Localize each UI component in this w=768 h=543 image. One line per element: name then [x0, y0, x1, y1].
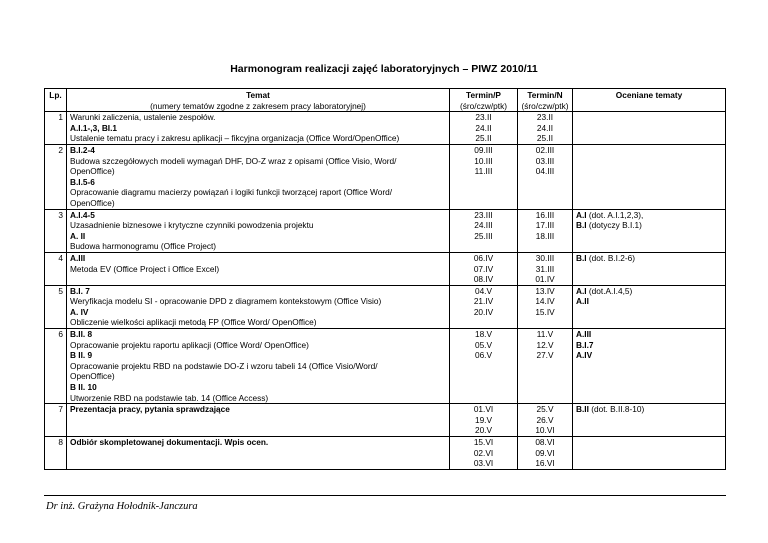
row-oceniane	[573, 252, 726, 285]
row-oceniane	[573, 112, 726, 145]
header-termin-n-sub: (śro/czw/ptk)	[521, 100, 569, 111]
table-row	[45, 252, 726, 285]
graded-topic-code: A.I	[576, 209, 587, 220]
date-value: 02.VI	[473, 447, 494, 458]
graded-topic	[576, 253, 722, 264]
row-number: 8	[45, 437, 67, 470]
topic-line: OpenOffice)	[70, 371, 115, 382]
date-value: 25.III	[474, 230, 493, 241]
row-topic	[67, 112, 450, 145]
document-title: Harmonogram realizacji zajęć laboratoryjnych – PIWZ 2010/11	[230, 63, 538, 75]
table-row	[45, 112, 726, 145]
header-oceniane: Oceniane tematy	[573, 89, 726, 112]
footer-divider	[44, 495, 726, 496]
topic-line: Opracowanie diagramu macierzy powiązań i logiki funkcji tworzącej raport (Office Word/	[70, 187, 393, 198]
date-value: 16.VI	[535, 458, 555, 469]
graded-topic	[576, 210, 722, 221]
topic-line: Opracowanie projektu raportu aplikacji (Office Word/ OpenOffice)	[70, 339, 309, 350]
date-value: 13.IV	[535, 285, 555, 296]
date-value: 25.V	[536, 404, 554, 415]
date-value: 01.IV	[535, 274, 555, 285]
graded-topic-code: B.I.7	[576, 339, 594, 350]
date-value: 27.V	[536, 350, 554, 361]
table-row	[45, 209, 726, 252]
date-value: 17.III	[535, 220, 555, 231]
date-value: 06.IV	[473, 252, 494, 263]
date-value: 07.IV	[473, 263, 494, 274]
topic-line: Warunki zaliczenia, ustalenie zespołów.	[70, 112, 216, 123]
row-termin-p	[450, 329, 518, 404]
row-termin-p	[450, 209, 518, 252]
table-header-row	[45, 89, 726, 112]
date-value: 23.III	[474, 209, 493, 220]
footer-author: Dr inż. Grażyna Hołodnik-Janczura	[46, 501, 198, 512]
graded-topic	[576, 350, 722, 361]
row-number: 7	[45, 404, 67, 437]
row-topic	[67, 209, 450, 252]
date-value: 23.II	[536, 112, 554, 123]
topic-line: B.I.5-6	[70, 176, 95, 187]
graded-topic-code: B.I	[576, 220, 587, 231]
schedule-table	[44, 88, 726, 470]
topic-line: Weryfikacja modelu SI - opracowanie DPD z diagramem kontekstowym (Office Visio)	[70, 296, 382, 307]
date-value: 14.IV	[535, 296, 555, 307]
row-termin-n	[518, 437, 573, 470]
header-termin-n: Termin/N (śro/czw/ptk)	[518, 89, 573, 112]
topic-line: Budowa harmonogramu (Office Project)	[70, 241, 217, 252]
header-termin-p-sub: (śro/czw/ptk)	[459, 100, 508, 111]
topic-line: Uzasadnienie biznesowe i krytyczne czynniki powodzenia projektu	[70, 220, 314, 231]
topic-line: B.I.2-4	[70, 144, 95, 155]
date-value: 23.II	[475, 112, 492, 123]
date-value: 04.V	[474, 285, 493, 296]
date-value: 30.III	[535, 252, 555, 263]
date-value: 20.V	[474, 425, 493, 436]
topic-line: Prezentacja pracy, pytania sprawdzające	[70, 404, 230, 415]
row-number: 5	[45, 285, 67, 328]
graded-topic-note: (dot. A.I.1,2,3),	[586, 209, 644, 220]
row-oceniane	[573, 437, 726, 470]
topic-line: A. II	[70, 230, 86, 241]
topic-line: A.I.4-5	[70, 209, 95, 220]
row-number: 3	[45, 209, 67, 252]
date-value: 15.IV	[535, 306, 555, 317]
date-value: 04.III	[535, 166, 555, 177]
graded-topic	[576, 296, 722, 307]
graded-topic-note: (dot. B.I.2-6)	[586, 252, 636, 263]
topic-line: B II. 9	[70, 350, 93, 361]
table-row	[45, 437, 726, 470]
row-termin-n	[518, 329, 573, 404]
row-termin-p	[450, 144, 518, 209]
date-value: 20.IV	[473, 306, 494, 317]
header-lp: Lp.	[45, 89, 67, 112]
row-termin-n	[518, 112, 573, 145]
graded-topic-note: (dot.A.I.4,5)	[586, 285, 633, 296]
graded-topic	[576, 329, 722, 340]
date-value: 24.II	[475, 122, 492, 133]
date-value: 11.III	[474, 166, 493, 177]
row-oceniane	[573, 209, 726, 252]
topic-line: B II. 10	[70, 382, 97, 393]
row-termin-n	[518, 252, 573, 285]
date-value: 10.VI	[535, 425, 555, 436]
topic-line: A. IV	[70, 306, 89, 317]
header-temat: Temat (numery tematów zgodne z zakresem pracy laboratoryjnej)	[67, 89, 450, 112]
date-value: 24.III	[474, 220, 493, 231]
table-row	[45, 404, 726, 437]
row-oceniane	[573, 404, 726, 437]
graded-topic	[576, 286, 722, 297]
row-oceniane	[573, 329, 726, 404]
table-row	[45, 329, 726, 404]
date-value: 19.V	[474, 414, 493, 425]
date-value: 09.VI	[535, 447, 555, 458]
graded-topic-code: A.II	[576, 296, 589, 307]
date-value: 21.IV	[473, 296, 494, 307]
row-number: 2	[45, 144, 67, 209]
row-number: 6	[45, 329, 67, 404]
row-topic	[67, 144, 450, 209]
date-value: 01.VI	[473, 404, 494, 415]
date-value: 31.III	[535, 263, 555, 274]
row-topic	[67, 285, 450, 328]
date-value: 11.V	[536, 329, 554, 340]
date-value: 09.III	[474, 144, 493, 155]
date-value: 02.III	[535, 144, 555, 155]
date-value: 06.V	[474, 350, 493, 361]
row-topic	[67, 404, 450, 437]
row-oceniane	[573, 144, 726, 209]
topic-line: Ustalenie tematu pracy i zakresu aplikacji – fikcyjna organizacja (Office Word/OpenOffice)	[70, 133, 400, 144]
row-termin-p	[450, 404, 518, 437]
date-value: 15.VI	[473, 437, 494, 447]
table-row	[45, 285, 726, 328]
row-oceniane	[573, 285, 726, 328]
row-termin-n	[518, 285, 573, 328]
date-value: 16.III	[535, 209, 555, 220]
row-number: 1	[45, 112, 67, 145]
topic-line: B.II. 8	[70, 329, 93, 340]
date-value: 24.II	[536, 122, 554, 133]
table-row	[45, 144, 726, 209]
row-termin-n	[518, 144, 573, 209]
graded-topic	[576, 220, 722, 231]
graded-topic	[576, 340, 722, 351]
graded-topic-note: (dotyczy B.I.1)	[586, 220, 642, 231]
row-termin-p	[450, 112, 518, 145]
header-temat-sub: (numery tematów zgodne z zakresem pracy laboratoryjnej)	[150, 100, 366, 111]
header-termin-p: Termin/P (śro/czw/ptk)	[450, 89, 518, 112]
date-value: 12.V	[536, 339, 554, 350]
topic-line: Budowa szczegółowych modeli wymagań DHF, DO-Z wraz z opisami (Office Visio, Word/	[70, 155, 397, 166]
topic-line: Obliczenie wielkości aplikacji metodą FP (Office Word/ OpenOffice)	[70, 317, 317, 328]
row-termin-p	[450, 252, 518, 285]
date-value: 25.II	[475, 133, 492, 144]
row-topic	[67, 437, 450, 470]
date-value: 08.IV	[473, 274, 494, 285]
graded-topic-code: B.II	[576, 404, 589, 415]
date-value: 10.III	[474, 155, 493, 166]
topic-line: Metoda EV (Office Project i Office Excel)	[70, 263, 220, 274]
row-termin-p	[450, 437, 518, 470]
date-value: 18.III	[535, 230, 555, 241]
topic-line: OpenOffice)	[70, 166, 115, 177]
row-topic	[67, 329, 450, 404]
graded-topic	[576, 404, 722, 415]
date-value: 05.V	[474, 339, 493, 350]
row-termin-n	[518, 404, 573, 437]
date-value: 08.VI	[535, 437, 555, 447]
date-value: 18.V	[474, 329, 493, 340]
row-number: 4	[45, 252, 67, 285]
topic-line: Utworzenie RBD na podstawie tab. 14 (Office Access)	[70, 392, 269, 403]
topic-line: Odbiór skompletowanej dokumentacji. Wpis ocen.	[70, 437, 269, 447]
topic-line: A.III	[70, 252, 86, 263]
topic-line: B.I. 7	[70, 285, 90, 296]
topic-line: OpenOffice)	[70, 197, 115, 208]
date-value: 03.VI	[473, 458, 494, 469]
row-termin-p	[450, 285, 518, 328]
graded-topic-code: B.I	[576, 252, 587, 263]
topic-line: Opracowanie projektu RBD na podstawie DO-Z i wzoru tabeli 14 (Office Visio/Word/	[70, 360, 378, 371]
graded-topic-code: A.III	[576, 329, 592, 340]
graded-topic-note: (dot. B.II.8-10)	[588, 404, 645, 415]
date-value: 26.V	[536, 414, 554, 425]
row-termin-n	[518, 209, 573, 252]
topic-line: A.I.1-,3, BI.1	[70, 122, 118, 133]
date-value: 03.III	[535, 155, 555, 166]
row-topic	[67, 252, 450, 285]
graded-topic-code: A.IV	[576, 350, 593, 361]
graded-topic-code: A.I	[576, 285, 587, 296]
date-value: 25.II	[536, 133, 554, 144]
